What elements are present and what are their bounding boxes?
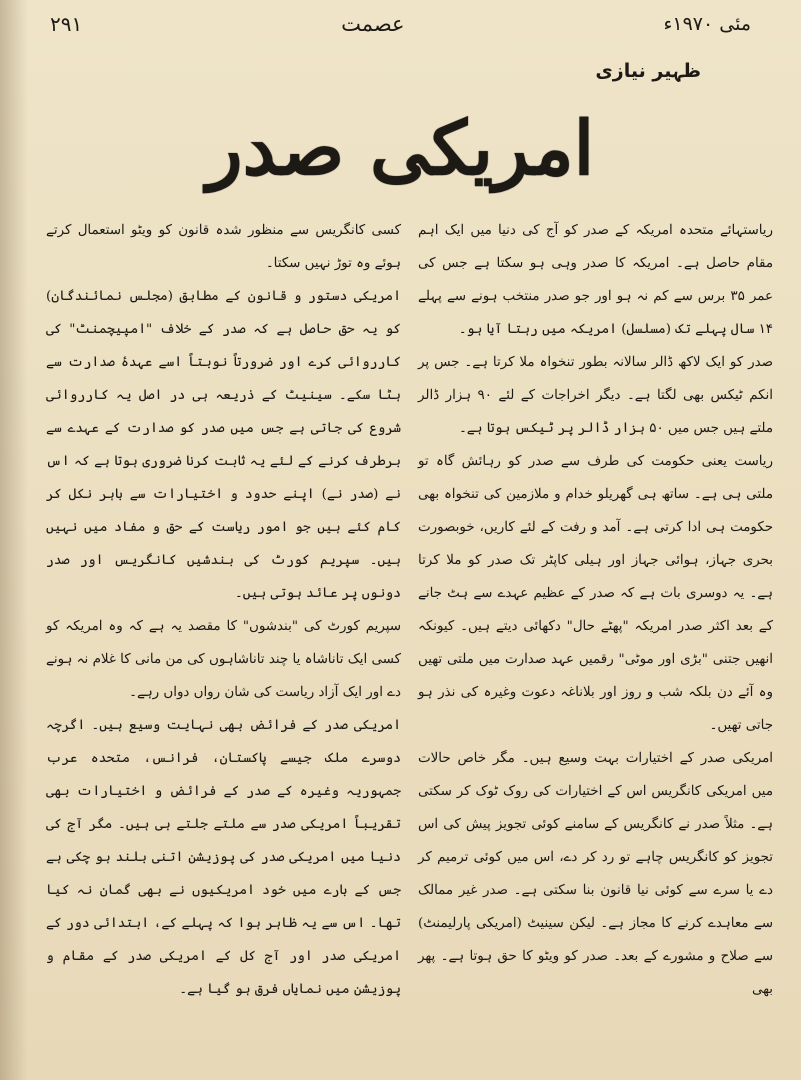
article-column-right xyxy=(418,214,773,1050)
paragraph: صدر کو ایک لاکھ ڈالر سالانہ بطور تنخواہ ملا کرتا ہے۔ جس پر انکم ٹیکس بھی لگتا ہے۔ دیگر اخراجات کے لئے ۹۰ ہزار ڈالر ملتے ہیں جس میں ۵۰ ہزار ڈالر پر ٹیکس ہوتا ہے۔ xyxy=(418,355,773,436)
paragraph: امریکی صدر کے فرائض بھی نہایت وسیع ہیں۔ اگرچہ دوسرے ملک جیسے پاکستان، فرانس، متحدہ عرب جمہوریہ وغیرہ کے صدر کے فرائض و اختیارات بھی تقریباً امریکی صدر سے ملتے جلتے ہی ہیں۔ مگر آج کی دنیا میں امریکی صدر کی پوزیشن اتنی بلند ہو چکی ہے جس کے بارے میں خود امریکیوں نے بھی گمان نہ کیا تھا۔ اس سے یہ ظاہر ہوا کہ پہلے کے، ابتدائی دور کے امریکی صدر اور آج کل کے امریکی صدر کے مقام و پوزیشن میں نمایاں فرق ہو گیا ہے۔ xyxy=(46,718,401,997)
paragraph: امریکی دستور و قانون کے مطابق (مجلس نمائندگان) کو یہ حق حاصل ہے کہ صدر کے خلاف "امپیچمنٹ" کی کارروائی کرے اور ضرورتاً نوبتاً اسے عہدۂ صدارت سے ہٹا سکے۔ سینیٹ کے ذریعہ ہی در اصل یہ کارروائی شروع کی جاتی ہے جس میں صدر کو صدارت کے عہدے سے برطرف کرنے کے لئے یہ ثابت کرنا ضروری ہوتا ہے کہ اس نے (صدر نے) اپنے حدود و اختیارات سے باہر نکل کر کام کئے ہیں جو امور ریاست کے حق و مفاد میں نہیں ہیں۔ سپریم کورٹ کی بندشیں کانگریس اور صدر دونوں پر عائد ہوتی ہیں۔ xyxy=(46,289,401,601)
article-column-left xyxy=(46,214,401,1050)
paragraph: ریاست یعنی حکومت کی طرف سے صدر کو رہائش گاہ تو ملتی ہی ہے۔ ساتھ ہی گھریلو خدام و ملازمین کی تنخواہ بھی حکومت ہی ادا کرتی ہے۔ آمد و رفت کے لئے کاریں، خوبصورت بحری جہاز، ہوائی جہاز اور ہیلی کاپٹر تک صدر کو ملا کرتا ہے۔ یہ دوسری بات ہے کہ صدر کے عظیم عہدے سے ہٹ جانے کے بعد اکثر صدر امریکہ "پھٹے حال" دکھائی دیتے ہیں۔ کیونکہ انھیں جتنی "بڑی اور موٹی" رقمیں عہد صدارت میں ملتی تھیں وہ آئے دن بلکہ شب و روز اور بلاناغہ دعوت وغیرہ کی نذر ہو جاتی تھیں۔ xyxy=(418,454,773,733)
page-number: ۲۹۱ xyxy=(50,12,83,36)
article-title: امریکی صدر xyxy=(206,106,595,192)
paragraph: ریاستہائے متحدہ امریکہ کے صدر کو آج کی دنیا میں ایک اہم مقام حاصل ہے۔ امریکہ کا صدر وہی ہو سکتا ہے جس کی عمر ۳۵ برس سے کم نہ ہو اور جو صدر منتخب ہونے سے پہلے ۱۴ سال پہلے تک (مسلسل) امریکہ میں رہتا آیا ہو۔ xyxy=(418,223,773,337)
paragraph: سپریم کورٹ کی "بندشوں" کا مقصد یہ ہے کہ وہ امریکہ کو کسی ایک تاناشاہ یا چند تاناشاہوں کی من مانی کا غلام نہ ہونے دے اور ایک آزاد ریاست کی شان رواں دواں رہے۔ xyxy=(46,619,401,700)
issue-date: مئی ۱۹۷۰ء xyxy=(663,13,751,35)
paragraph: کسی کانگریس سے منظور شدہ قانون کو ویٹو استعمال کرتے ہوئے وہ توڑ نہیں سکتا۔ xyxy=(46,223,401,271)
magazine-name: عصمت xyxy=(341,12,405,36)
paragraph: امریکی صدر کے اختیارات بہت وسیع ہیں۔ مگر خاص حالات میں امریکی کانگریس اس کے اختیارات کی روک ٹوک کر سکتی ہے۔ مثلاً صدر نے کانگریس کے سامنے کوئی تجویز پیش کی اس تجویز کو کانگریس چاہے تو رد کر دے، اس میں کوئی ترمیم کر دے یا سرے سے کوئی نیا قانون بنا سکتی ہے۔ صدر غیر ممالک سے معاہدے کرنے کا مجاز ہے۔ لیکن سینیٹ (امریکی پارلیمنٹ) سے صلاح و مشورے کے بعد۔ صدر کو ویٹو کا حق ہوتا ہے۔ پھر بھی xyxy=(418,751,773,997)
author-name: ظہیر نیازی xyxy=(595,60,701,82)
page-header xyxy=(50,6,751,42)
